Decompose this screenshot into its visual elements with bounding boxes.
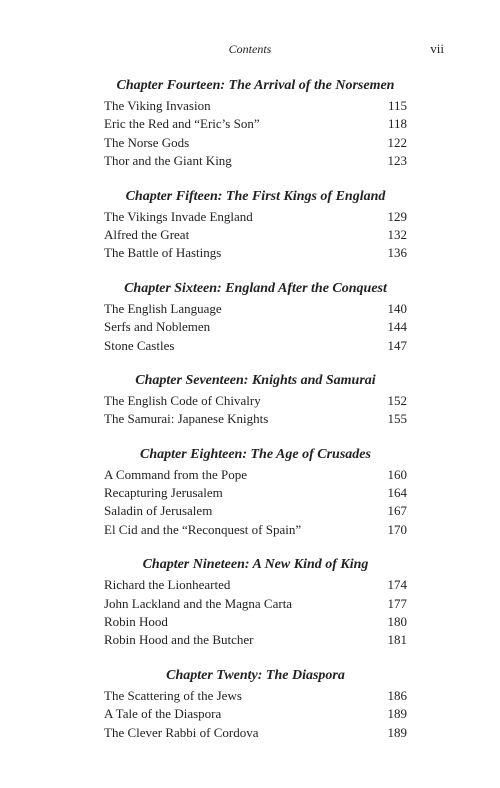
toc-entry[interactable] <box>104 318 407 336</box>
chapter-section <box>104 445 407 540</box>
chapter-section <box>104 279 407 355</box>
running-title: Contents <box>228 42 272 56</box>
toc-entry[interactable] <box>104 595 407 613</box>
entry-page-number: 164 <box>387 485 407 501</box>
toc-entry[interactable] <box>104 392 407 410</box>
chapter-title: Chapter Nineteen: A New Kind of King <box>142 557 369 573</box>
toc-entry[interactable] <box>104 226 407 244</box>
toc-entry[interactable] <box>104 115 407 133</box>
entry-page-number: 180 <box>387 614 407 630</box>
entry-page-number: 147 <box>387 337 407 353</box>
toc-entry[interactable] <box>104 724 407 742</box>
chapter-section <box>104 76 407 171</box>
chapter-section <box>104 187 407 263</box>
entry-page-number: 122 <box>387 134 407 150</box>
entry-page-number: 155 <box>387 411 407 427</box>
toc-entry[interactable] <box>104 521 407 539</box>
entry-title: The Norse Gods <box>104 134 190 150</box>
chapter-title: Chapter Fourteen: The Arrival of the Norsemen <box>116 78 395 93</box>
toc-entry[interactable] <box>104 97 407 115</box>
entry-title: A Tale of the Diaspora <box>104 706 222 722</box>
toc-entry[interactable] <box>104 576 407 594</box>
entry-page-number: 136 <box>387 245 407 261</box>
entry-title: Robin Hood <box>104 614 168 630</box>
entry-title: A Command from the Pope <box>104 466 247 482</box>
chapter-title: Chapter Twenty: The Diaspora <box>166 667 345 683</box>
toc-entry[interactable] <box>104 337 407 355</box>
entry-title: Richard the Lionhearted <box>104 577 231 593</box>
chapter-section <box>104 555 407 650</box>
entry-title: Saladin of Jerusalem <box>104 503 213 519</box>
entry-title: Robin Hood and the Butcher <box>104 632 254 648</box>
toc-entry[interactable] <box>104 466 407 484</box>
entry-page-number: 170 <box>387 521 407 537</box>
entry-title: The English Code of Chivalry <box>104 392 261 408</box>
entry-title: The Scattering of the Jews <box>104 687 242 703</box>
entry-page-number: 140 <box>387 300 407 316</box>
entry-page-number: 123 <box>387 153 407 169</box>
page-number: vii <box>430 41 444 56</box>
entry-title: The Samurai: Japanese Knights <box>104 411 269 427</box>
toc-entry[interactable] <box>104 152 407 170</box>
chapter-title: Chapter Seventeen: Knights and Samurai <box>135 372 376 388</box>
chapter-title: Chapter Sixteen: England After the Conquest <box>124 280 387 296</box>
entry-title: The Battle of Hastings <box>104 245 222 261</box>
toc-entry[interactable] <box>104 705 407 723</box>
entry-page-number: 129 <box>387 208 407 224</box>
entry-page-number: 189 <box>387 724 407 740</box>
entry-title: Alfred the Great <box>104 226 190 242</box>
running-head <box>0 40 500 58</box>
entry-title: John Lackland and the Magna Carta <box>104 595 293 611</box>
entry-page-number: 132 <box>387 226 407 242</box>
entry-page-number: 115 <box>387 98 407 113</box>
entry-page-number: 118 <box>387 116 407 132</box>
toc-entry[interactable] <box>104 484 407 502</box>
toc-entry[interactable] <box>104 410 407 428</box>
entry-title: The English Language <box>104 300 222 316</box>
entry-title: Recapturing Jerusalem <box>104 485 223 501</box>
entry-title: The Vikings Invade England <box>104 208 253 224</box>
chapter-title: Chapter Eighteen: The Age of Crusades <box>140 446 371 462</box>
entry-title: Eric the Red and “Eric’s Son” <box>104 116 260 132</box>
table-of-contents <box>104 76 407 758</box>
entry-title: El Cid and the “Reconquest of Spain” <box>104 521 302 537</box>
entry-title: The Clever Rabbi of Cordova <box>104 724 259 740</box>
entry-page-number: 181 <box>387 632 407 648</box>
entry-page-number: 174 <box>387 577 407 593</box>
entry-page-number: 167 <box>387 503 407 519</box>
entry-page-number: 189 <box>387 706 407 722</box>
chapter-title: Chapter Fifteen: The First Kings of England <box>125 188 386 204</box>
toc-entry[interactable] <box>104 613 407 631</box>
toc-entry[interactable] <box>104 300 407 318</box>
entry-page-number: 186 <box>387 687 407 703</box>
entry-page-number: 177 <box>387 595 407 611</box>
entry-title: Stone Castles <box>104 337 175 353</box>
entry-page-number: 160 <box>387 466 407 482</box>
toc-entry[interactable] <box>104 244 407 262</box>
toc-entry[interactable] <box>104 631 407 649</box>
entry-title: The Viking Invasion <box>104 98 211 113</box>
chapter-section <box>104 371 407 429</box>
toc-entry[interactable] <box>104 208 407 226</box>
toc-entry[interactable] <box>104 134 407 152</box>
chapter-section <box>104 666 407 742</box>
toc-entry[interactable] <box>104 502 407 520</box>
entry-page-number: 144 <box>387 319 407 335</box>
entry-title: Thor and the Giant King <box>104 153 232 169</box>
entry-title: Serfs and Noblemen <box>104 319 211 335</box>
entry-page-number: 152 <box>387 392 407 408</box>
toc-entry[interactable] <box>104 687 407 705</box>
